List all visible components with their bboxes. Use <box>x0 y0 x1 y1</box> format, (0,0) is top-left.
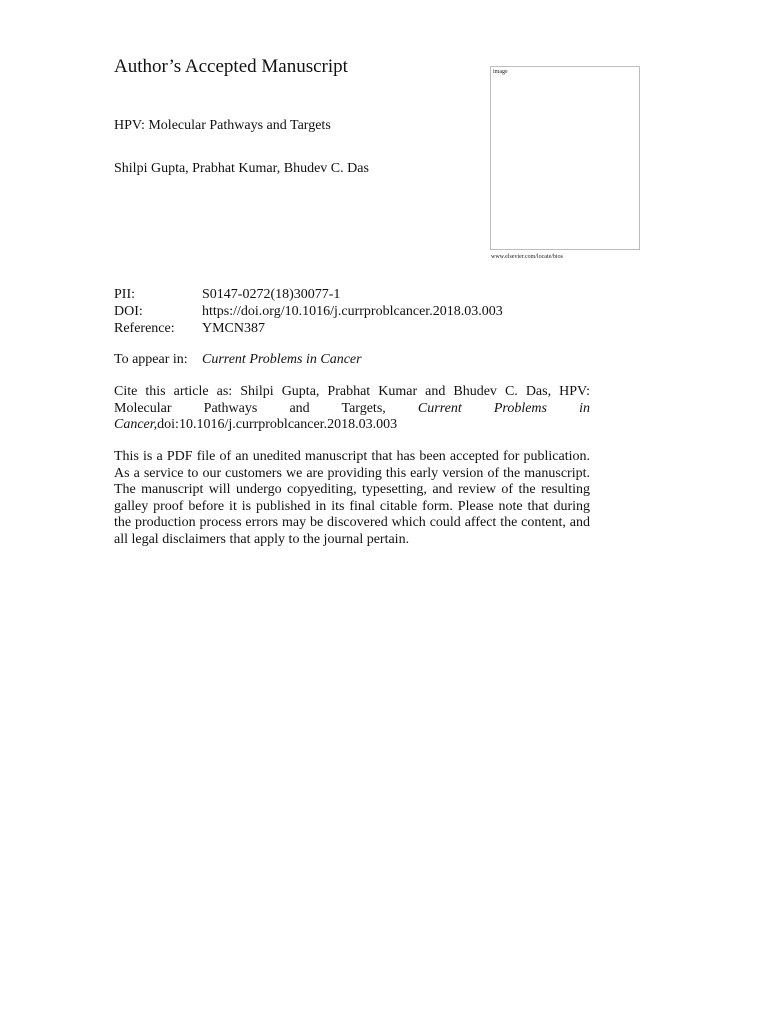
citation-doi: doi:10.1016/j.currproblcancer.2018.03.003 <box>157 417 398 433</box>
citation-line: Cite this article as: Shilpi Gupta, Prabhat Kumar and Bhudev C. Das, HPV: <box>114 384 590 399</box>
article-metadata <box>114 286 503 337</box>
to-appear-label: To appear in: <box>114 352 188 367</box>
meta-row-doi <box>114 303 503 320</box>
article-title: HPV: Molecular Pathways and Targets <box>114 118 331 133</box>
journal-cover-image <box>490 66 640 250</box>
to-appear-in <box>114 351 362 369</box>
meta-label: DOI: <box>114 304 143 319</box>
meta-row-reference <box>114 320 503 337</box>
citation-journal: Current Problems in <box>417 400 591 416</box>
cover-image-label: image <box>493 69 508 75</box>
meta-value: YMCN387 <box>202 321 266 336</box>
meta-row-pii <box>114 286 503 303</box>
meta-value: S0147-0272(18)30077-1 <box>202 287 341 302</box>
citation-line <box>114 417 590 434</box>
journal-url: www.elsevier.com/locate/bios <box>491 254 563 260</box>
journal-name: Current Problems in Cancer <box>202 352 362 367</box>
meta-label: PII: <box>114 287 135 302</box>
citation-journal: Cancer, <box>114 417 158 433</box>
document-heading: Author’s Accepted Manuscript <box>114 56 348 77</box>
manuscript-notice: This is a PDF file of an unedited manuscript that has been accepted for publication. As a service to our customers we are providing this early version of the manuscript. The manuscript will undergo copyediting, typesetting, and review of the resulting galley proof before it is published in its final citable form. Please note that during the production process errors may be discovered which could affect the content, and all legal disclaimers that apply to the journal pertain. <box>114 449 590 547</box>
citation-line <box>114 401 590 418</box>
citation-text: Molecular Pathways and Targets, <box>114 400 386 416</box>
meta-value: https://doi.org/10.1016/j.currproblcancer.2018.03.003 <box>202 304 503 319</box>
citation-paragraph <box>114 384 590 434</box>
article-authors: Shilpi Gupta, Prabhat Kumar, Bhudev C. Das <box>114 161 369 176</box>
meta-label: Reference: <box>114 321 175 336</box>
